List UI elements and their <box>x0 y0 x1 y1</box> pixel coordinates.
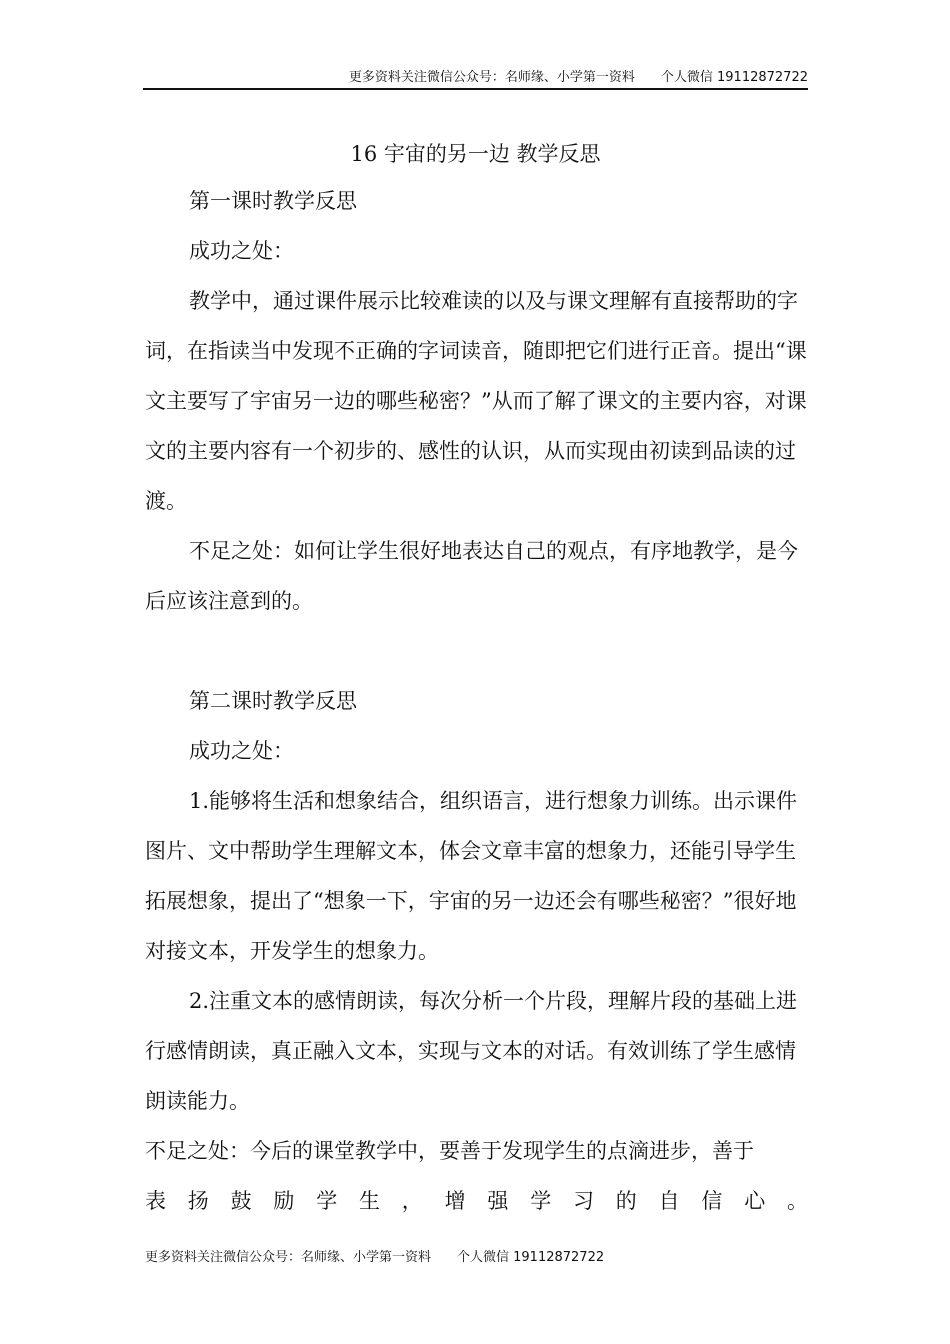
section2-heading: 第二课时教学反思 <box>189 689 357 713</box>
blank-line <box>145 626 810 676</box>
section2-shortcoming-line1: 不足之处：今后的课堂教学中，要善于发现学生的点滴进步，善于 <box>145 1139 754 1163</box>
page-title: 16 宇宙的另一边 教学反思 <box>350 142 601 166</box>
page-footer: 更多资料关注微信公众号：名师缘、小学第一资料 个人微信 19112872722 <box>145 1250 605 1265</box>
section2-shortcoming-line2: 表扬鼓励学生，增强学习的自信心。 <box>145 1189 810 1213</box>
section2-success-label: 成功之处： <box>189 739 294 763</box>
page-header: 更多资料关注微信公众号：名师缘、小学第一资料 个人微信 19112872722 <box>348 70 808 85</box>
section1-success-label: 成功之处： <box>189 239 294 263</box>
section1-heading: 第一课时教学反思 <box>189 189 357 213</box>
document-body <box>145 176 810 1226</box>
section2-point-2: 2.注重文本的感情朗读，每次分析一个片段，理解片段的基础上进行感情朗读，真正融入文本，实现与文本的对话。有效训练了学生感情朗读能力。 <box>145 989 798 1113</box>
header-divider <box>143 88 808 90</box>
section1-shortcoming-paragraph: 不足之处：如何让学生很好地表达自己的观点，有序地教学，是今后应该注意到的。 <box>145 539 798 613</box>
section1-success-paragraph: 教学中，通过课件展示比较难读的以及与课文理解有直接帮助的字词，在指读当中发现不正确的字词读音，随即把它们进行正音。提出“课文主要写了宇宙另一边的哪些秘密？”从而了解了课文的主要内容，对课文的主要内容有一个初步的、感性的认识，从而实现由初读到品读的过渡。 <box>145 289 807 513</box>
section2-point-1: 1.能够将生活和想象结合，组织语言，进行想象力训练。出示课件图片、文中帮助学生理解文本，体会文章丰富的想象力，还能引导学生拓展想象，提出了“想象一下，宇宙的另一边还会有哪些秘密？”很好地对接文本，开发学生的想象力。 <box>145 789 798 963</box>
